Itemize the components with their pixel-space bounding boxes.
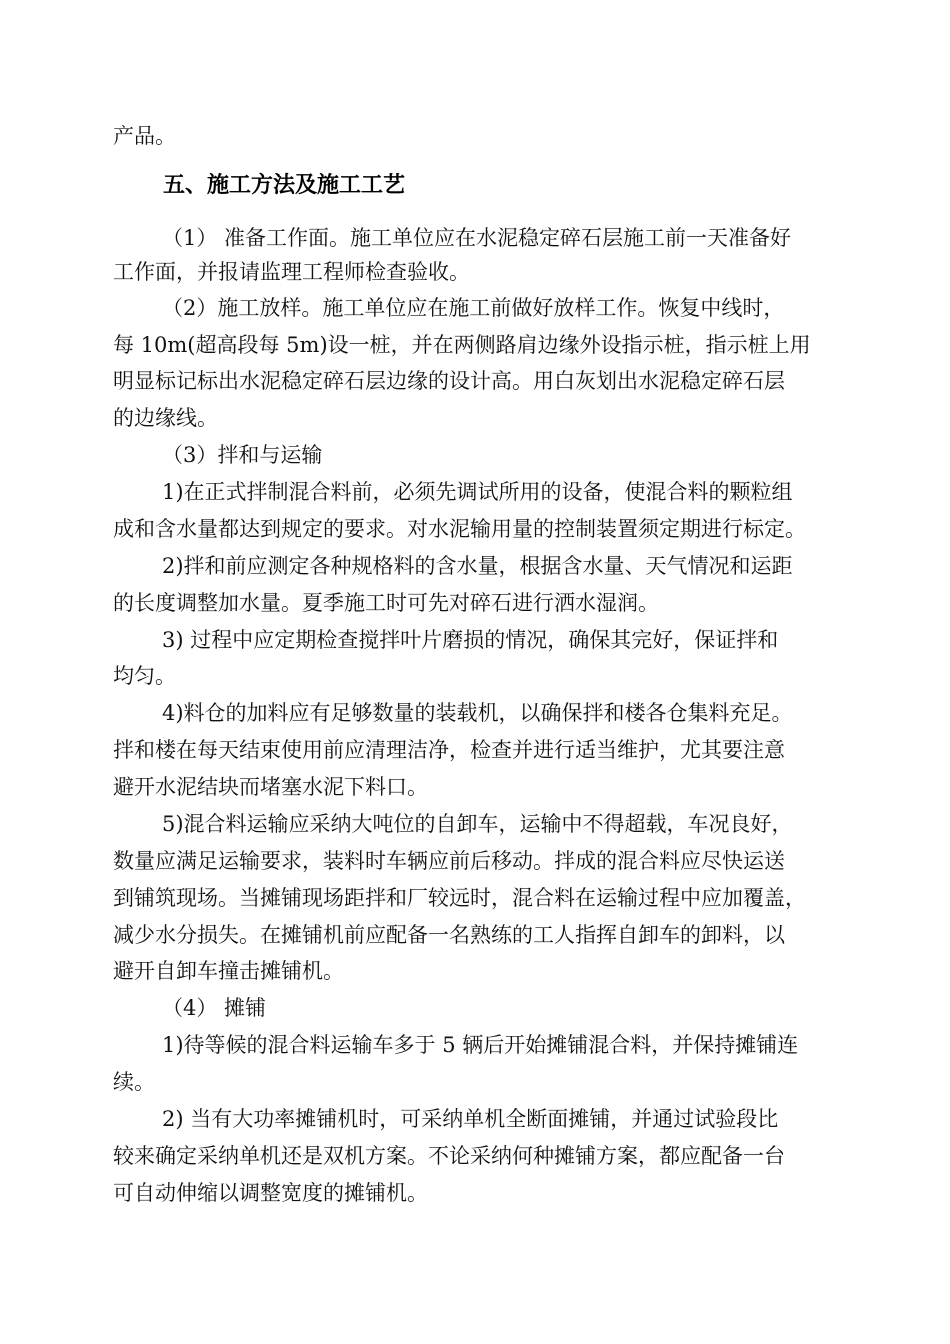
body-line: 到铺筑现场。当摊铺现场距拌和厂较远时，混合料在运输过程中应加覆盖，	[113, 886, 806, 910]
body-line: 工作面，并报请监理工程师检查验收。	[113, 260, 470, 284]
body-line: 4)料仓的加料应有足够数量的装载机，以确保拌和楼各仓集料充足。	[162, 701, 793, 725]
body-line: 2)拌和前应测定各种规格料的含水量，根据含水量、天气情况和运距	[162, 554, 793, 578]
body-line: 避开自卸车撞击摊铺机。	[113, 959, 344, 983]
paragraph-tail: 产品。	[113, 124, 176, 148]
body-line: 3) 过程中应定期检查搅拌叶片磨损的情况，确保其完好，保证拌和	[162, 628, 779, 652]
body-line: 明显标记标出水泥稳定碎石层边缘的设计高。用白灰划出水泥稳定碎石层	[113, 369, 785, 393]
body-line: 的长度调整加水量。夏季施工时可先对碎石进行洒水湿润。	[113, 591, 659, 615]
body-line: 5)混合料运输应采纳大吨位的自卸车，运输中不得超载，车况良好，	[162, 812, 793, 836]
body-line: 续。	[113, 1070, 155, 1094]
body-line: （3）拌和与运输	[162, 443, 323, 467]
body-line: 可自动伸缩以调整宽度的摊铺机。	[113, 1181, 428, 1205]
body-line: （2）施工放样。施工单位应在施工前做好放样工作。恢复中线时，	[162, 296, 785, 320]
body-line: 2) 当有大功率摊铺机时，可采纳单机全断面摊铺，并通过试验段比	[162, 1107, 779, 1131]
body-line: 较来确定采纳单机还是双机方案。不论采纳何种摊铺方案，都应配备一台	[113, 1144, 785, 1168]
body-line: 1)待等候的混合料运输车多于 5 辆后开始摊铺混合料，并保持摊铺连	[162, 1033, 799, 1057]
body-line: （1） 准备工作面。施工单位应在水泥稳定碎石层施工前一天准备好	[162, 226, 792, 250]
body-line: 的边缘线。	[113, 406, 218, 430]
body-line: 拌和楼在每天结束使用前应清理洁净，检查并进行适当维护，尤其要注意	[113, 738, 785, 762]
body-line: 均匀。	[113, 664, 176, 688]
body-line: （4） 摊铺	[162, 996, 267, 1020]
body-line: 1)在正式拌制混合料前，必须先调试所用的设备，使混合料的颗粒组	[162, 480, 793, 504]
body-line: 每 10m(超高段每 5m)设一桩，并在两侧路肩边缘外设指示桩，指示桩上用	[113, 333, 811, 357]
section-heading: 五、施工方法及施工工艺	[163, 173, 406, 198]
body-line: 数量应满足运输要求，装料时车辆应前后移动。拌成的混合料应尽快运送	[113, 849, 785, 873]
body-line: 避开水泥结块而堵塞水泥下料口。	[113, 775, 428, 799]
body-line: 成和含水量都达到规定的要求。对水泥输用量的控制装置须定期进行标定。	[113, 517, 806, 541]
body-line: 减少水分损失。在摊铺机前应配备一名熟练的工人指挥自卸车的卸料，以	[113, 923, 785, 947]
